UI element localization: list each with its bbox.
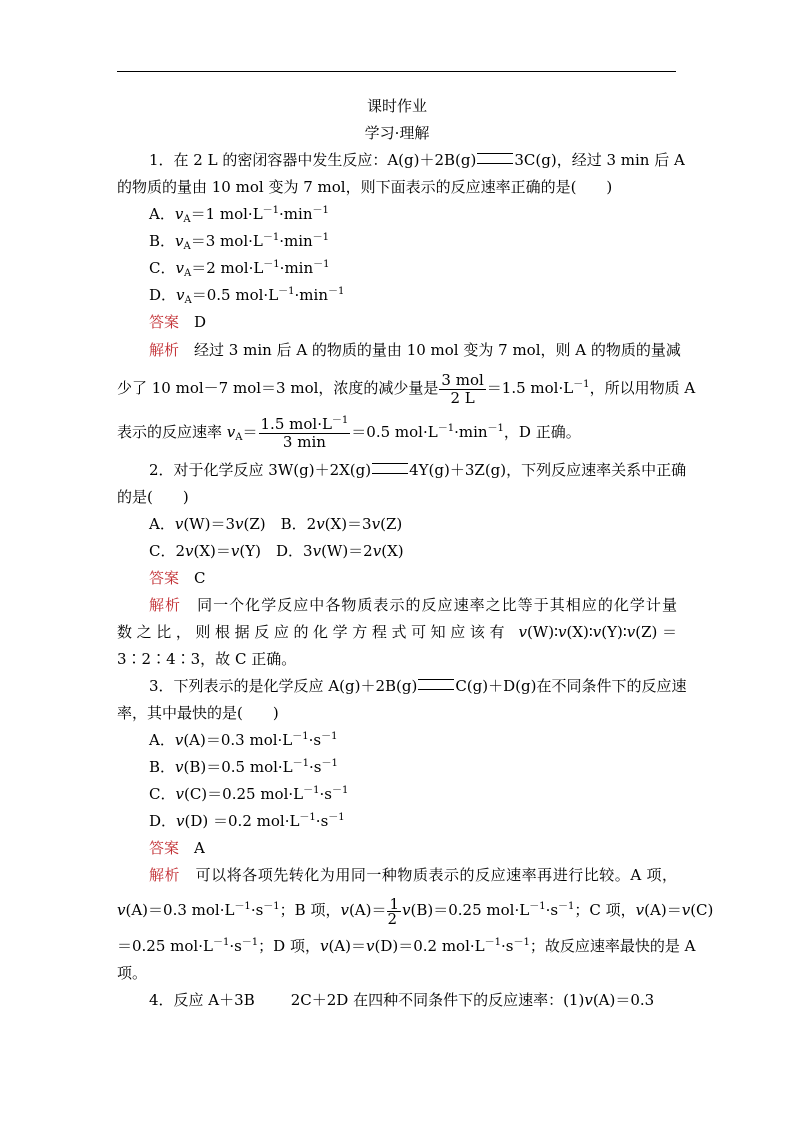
q1-option-a[interactable]: A．$v_A=1$ $mol\cdot L^{-1}\cdot\min^{-1}$ — [149, 205, 329, 225]
q3-stem-line1: 3．下列表示的是化学反应 A(g)＋2B(g) C(g)＋D(g)在不同条件下的反应速 — [149, 677, 687, 695]
fraction: $\frac{\text{3 mol}}{2 L}$ — [441, 370, 484, 407]
q3-analysis-line3: ＝0.25 $mol\cdot L^{-1}\cdot s^{-1}$；D 项，v(A)＝v(D)＝0.2 $mol\cdot L^{-1}\cdot s^{-1}$；故反应速率最快的是 A — [117, 937, 696, 955]
analysis-label: 解析 — [149, 866, 181, 884]
equilibrium-arrow-icon — [372, 463, 408, 474]
q3-option-c[interactable]: C．v(C)＝0.25 $mol\cdot L^{-1}\cdot s^{-1}$ — [149, 785, 349, 803]
q1-analysis-line3: 表示的反应速率 $v_A=$ $\frac{1.5 mol\cdot L^{-1}}{3 \min}$ ＝0.5 $mol\cdot L^{-1}\cdot\min^{-1}$，D 正确。 — [117, 414, 581, 451]
header-rule — [117, 71, 676, 72]
q2-options-cd[interactable]: C．2v(X)＝v(Y) D．3v(W)＝2v(X) — [149, 542, 404, 560]
q2-analysis-line1: 解析 同一个化学反应中各物质表示的反应速率之比等于其相应的化学计量 — [149, 596, 677, 614]
q1-option-d[interactable]: D．$v_A=0.5$ $mol\cdot L^{-1}\cdot\min^{-1}$ — [149, 286, 345, 306]
q3-option-a[interactable]: A．v(A)＝0.3 $mol\cdot L^{-1}\cdot s^{-1}$ — [149, 731, 338, 749]
q2-stem-line2: 的是( ) — [117, 488, 189, 506]
q2-analysis-line3: 3∶2∶4∶3，故 C 正确。 — [117, 650, 297, 668]
q4-stem-line1: 4．反应 A＋3B 2C＋2D 在四种不同条件下的反应速率：(1)v(A)＝0.3 — [149, 991, 655, 1009]
q1-option-b[interactable]: B．$v_A=3$ $mol\cdot L^{-1}\cdot\min^{-1}$ — [149, 232, 330, 252]
answer-label: 答案 — [149, 839, 180, 857]
q3-analysis-line1: 解析 可以将各项先转化为用同一种物质表示的反应速率再进行比较。A 项， — [149, 866, 677, 884]
answer-label: 答案 — [149, 569, 180, 587]
q2-stem-line1: 2．对于化学反应 3W(g)＋2X(g) 4Y(g)＋3Z(g)，下列反应速率关系中正确 — [149, 461, 687, 479]
q3-option-b[interactable]: B．v(B)＝0.5 $mol\cdot L^{-1}\cdot s^{-1}$ — [149, 758, 338, 776]
q3-stem-line2: 率，其中最快的是( ) — [117, 704, 279, 722]
q2-analysis-line2: 数之比，则根据反应的化学方程式可知应该有 v(W)∶v(X)∶v(Y)∶v(Z)＝ — [117, 623, 677, 641]
equilibrium-arrow-icon — [418, 679, 454, 690]
q1-answer: 答案 D — [149, 313, 207, 331]
q1-stem-line1: 1．在 2 L 的密闭容器中发生反应：A(g)＋2B(g) 3C(g)，经过 3 min 后 A — [149, 151, 685, 169]
analysis-label: 解析 — [149, 596, 182, 614]
answer-label: 答案 — [149, 313, 180, 331]
q2-options-ab[interactable]: A．v(W)＝3v(Z) B．2v(X)＝3v(Z) — [149, 515, 403, 533]
q3-analysis-line2: v(A)＝0.3 $mol\cdot L^{-1}\cdot s^{-1}$；B 项，v(A)＝ $\frac{1}{2}$ v(B)＝0.25 $mol\cdot L^{-1}\cdot s^{-1}$；C 项，v(A)＝v(C) — [117, 894, 714, 928]
q1-option-c[interactable]: C．$v_A=2$ $mol\cdot L^{-1}\cdot\min^{-1}$ — [149, 259, 330, 279]
q1-analysis-line2: 少了 10 mol－7 mol＝3 mol，浓度的减少量是 $\frac{\text{3 mol}}{2 L}$ ＝1.5 $mol\cdot L^{-1}$，所以用物质 A — [117, 370, 696, 407]
equilibrium-arrow-icon — [477, 153, 513, 164]
analysis-label: 解析 — [149, 341, 180, 359]
q1-analysis-line1: 解析 经过 3 min 后 A 的物质的量由 10 mol 变为 7 mol，则 A 的物质的量减 — [149, 341, 681, 359]
q3-analysis-line4: 项。 — [117, 964, 148, 982]
q3-option-d[interactable]: D．v(D) ＝0.2 $mol\cdot L^{-1}\cdot s^{-1}$ — [149, 812, 345, 830]
fraction: $\frac{1}{2}$ — [387, 894, 400, 928]
section-subtitle: 学习·理解 — [364, 124, 430, 142]
q3-answer: 答案 A — [149, 839, 205, 857]
fraction: $\frac{1.5 mol\cdot L^{-1}}{3 \min}$ — [260, 414, 349, 451]
page-title: 课时作业 — [366, 97, 427, 115]
q1-stem-line2: 的物质的量由 10 mol 变为 7 mol，则下面表示的反应速率正确的是( ) — [117, 178, 613, 196]
q2-answer: 答案 C — [149, 569, 206, 587]
